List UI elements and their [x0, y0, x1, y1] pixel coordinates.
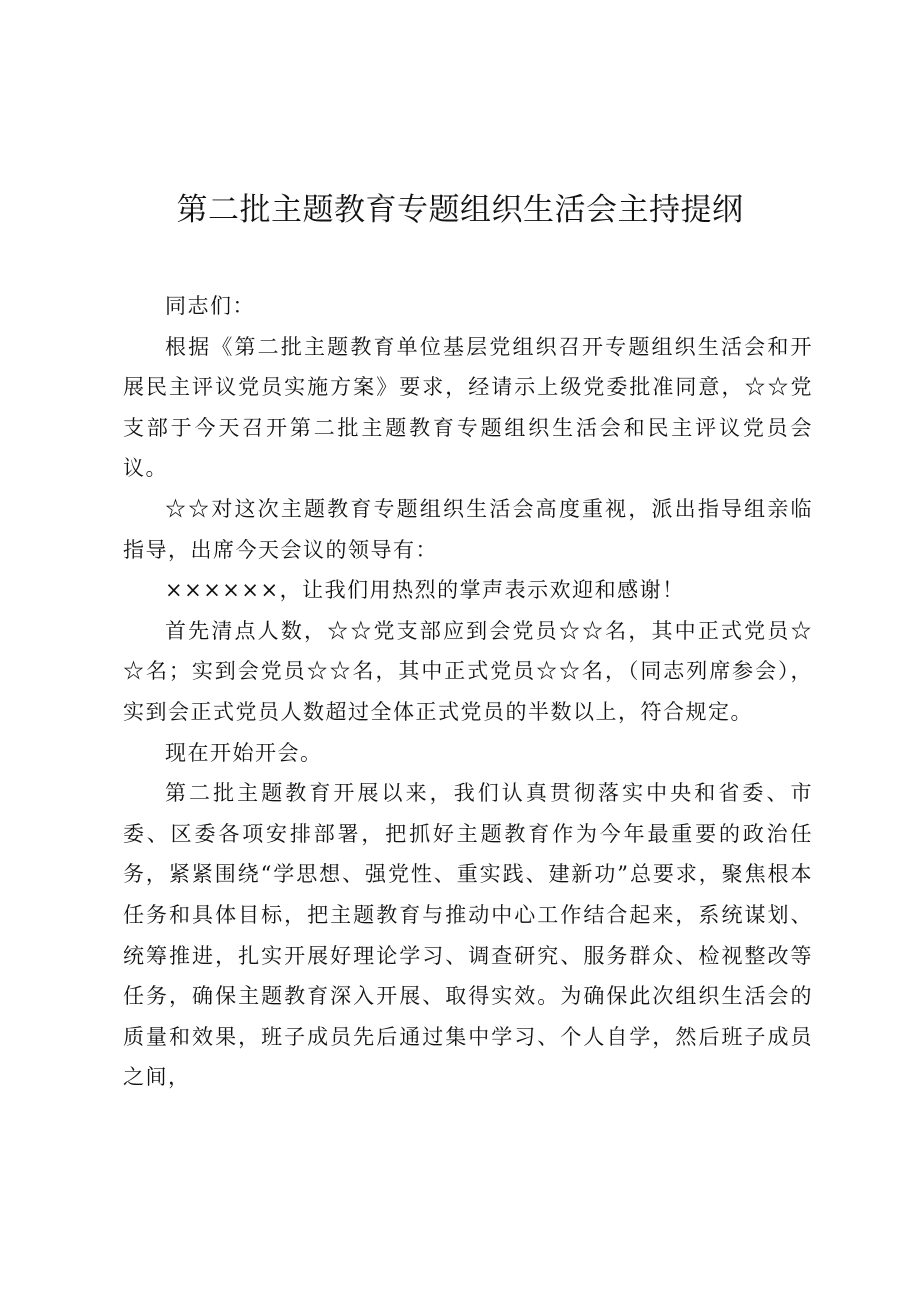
- document-body: [123, 286, 813, 1098]
- paragraph-open-meeting: 现在开始开会。: [165, 740, 323, 765]
- paragraph-attendance: 首先清点人数，☆☆党支部应到会党员☆☆名，其中正式党员☆☆名；实到会党员☆☆名，其中正式党员☆☆名，（同志列席参会），实到会正式党员人数超过全体正式党员的半数以上，符合规定。: [123, 618, 813, 724]
- paragraph-welcome: ××××××，让我们用热烈的掌声表示欢迎和感谢！: [165, 578, 685, 603]
- paragraph-background: 第二批主题教育开展以来，我们认真贯彻落实中央和省委、市委、区委各项安排部署，把抓好主题教育作为今年最重要的政治任务，紧紧围绕“学思想、强党性、重实践、建新功”总要求，聚焦根本任务和具体目标，把主题教育与推动中心工作结合起来，系统谋划、统筹推进，扎实开展好理论学习、调查研究、服务群众、检视整改等任务，确保主题教育深入开展、取得实效。为确保此次组织生活会的质量和效果，班子成员先后通过集中学习、个人自学，然后班子成员之间，: [123, 781, 813, 1090]
- document-title: 第二批主题教育专题组织生活会主持提纲: [176, 192, 744, 228]
- paragraph-basis: 根据《第二批主题教育单位基层党组织召开专题组织生活会和开展民主评议党员实施方案》要求，经请示上级党委批准同意，☆☆党支部于今天召开第二批主题教育专题组织生活会和民主评议党员会议。: [123, 334, 813, 481]
- paragraph-guidance: ☆☆对这次主题教育专题组织生活会高度重视，派出指导组亲临指导，出席今天会议的领导有：: [123, 496, 813, 562]
- paragraph-salutation: 同志们：: [165, 294, 255, 318]
